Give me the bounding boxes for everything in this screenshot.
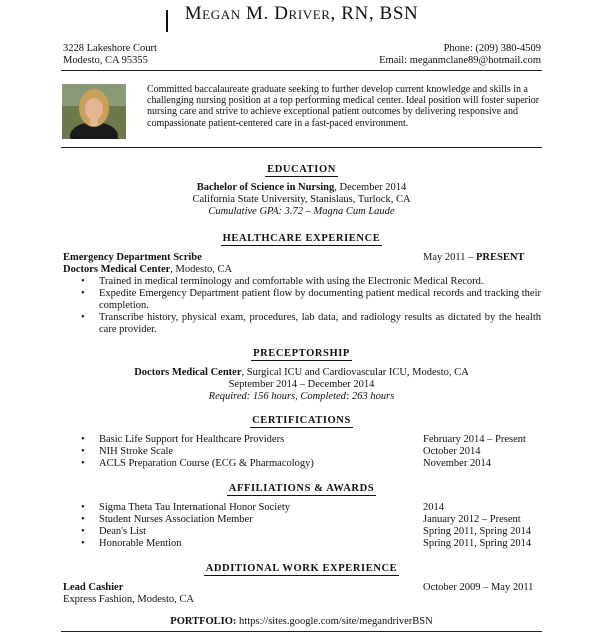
employer-location: , Modesto, CA <box>170 264 233 275</box>
contact-block <box>379 43 541 67</box>
preceptorship-dates: September 2014 – December 2014 <box>228 379 375 390</box>
gpa-line: Cumulative GPA: 3.72 – Magna Cum Laude <box>208 206 395 217</box>
preceptorship-heading: PRECEPTORSHIP <box>253 348 350 359</box>
list-item: • Transcribe history, physical exam, procedures, lab data, and radiology results as dictated by the health care provider. <box>99 312 541 336</box>
degree-date: , December 2014 <box>334 182 407 193</box>
additional-employer: Express Fashion, Modesto, CA <box>63 594 194 605</box>
certifications-list <box>99 434 541 470</box>
employer: Doctors Medical Center <box>63 264 171 275</box>
preceptorship-hours: Required: 156 hours, Completed: 263 hours <box>208 391 395 402</box>
employer-line <box>63 264 232 276</box>
certifications-heading: CERTIFICATIONS <box>252 415 351 426</box>
job-title: Emergency Department Scribe <box>63 252 202 263</box>
degree-line <box>0 182 603 194</box>
summary-divider <box>61 147 542 148</box>
affiliations-list <box>99 502 541 550</box>
address-line-1: 3228 Lakeshore Court <box>63 43 157 54</box>
experience-bullets <box>99 276 541 336</box>
address-line-2: Modesto, CA 95355 <box>63 55 148 66</box>
header-divider <box>61 70 542 71</box>
portfolio-line <box>0 616 603 628</box>
list-item: • Honorable Mention Spring 2011, Spring 2014 <box>99 538 541 550</box>
additional-experience-heading: ADDITIONAL WORK EXPERIENCE <box>205 563 398 574</box>
address-block <box>63 43 157 67</box>
portfolio-link[interactable]: https://sites.google.com/site/megandriverBSN <box>236 616 433 627</box>
education-heading: EDUCATION <box>267 164 336 175</box>
experience-heading: HEALTHCARE EXPERIENCE <box>222 233 381 244</box>
affiliations-heading: AFFILIATIONS & AWARDS <box>228 483 375 494</box>
list-item: • Dean's List Spring 2011, Spring 2014 <box>99 526 541 538</box>
additional-job-dates: October 2009 – May 2011 <box>423 582 534 593</box>
additional-job-title: Lead Cashier <box>63 582 124 593</box>
summary-paragraph: Committed baccalaureate graduate seeking to further develop current knowledge and skills in a challenging nursing position at a top performing medical center. Ideal position will foster superior nursing care and strive to achieve exceptional patient outcomes by delivering responsive and compassionate patient-centered care in a fast-paced environment. <box>147 84 540 129</box>
email-address: Email: meganmclane89@hotmail.com <box>379 55 541 66</box>
job-dates: May 2011 – PRESENT <box>423 252 525 263</box>
preceptorship-site-line: Doctors Medical Center, Surgical ICU and Cardiovascular ICU, Modesto, CA <box>134 367 469 378</box>
list-item: • Basic Life Support for Healthcare Providers February 2014 – Present <box>99 434 541 446</box>
list-item: • Sigma Theta Tau International Honor Society 2014 <box>99 502 541 514</box>
list-item: • Expedite Emergency Department patient flow by documenting patient medical records and tracking their completion. <box>99 288 541 312</box>
list-item: • Trained in medical terminology and comfortable with using the Electronic Medical Record. <box>99 276 541 288</box>
resume-name: Megan M. Driver, RN, BSN <box>184 3 419 24</box>
list-item: • Student Nurses Association Member January 2012 – Present <box>99 514 541 526</box>
profile-photo <box>62 84 126 139</box>
degree: Bachelor of Science in Nursing <box>196 182 335 193</box>
school-line: California State University, Stanislaus, Turlock, CA <box>192 194 411 205</box>
phone-number: Phone: (209) 380-4509 <box>443 43 541 54</box>
list-item: • NIH Stroke Scale October 2014 <box>99 446 541 458</box>
list-item: • ACLS Preparation Course (ECG & Pharmacology) November 2014 <box>99 458 541 470</box>
portfolio-label: PORTFOLIO: <box>170 616 237 627</box>
footer-divider <box>61 631 542 632</box>
